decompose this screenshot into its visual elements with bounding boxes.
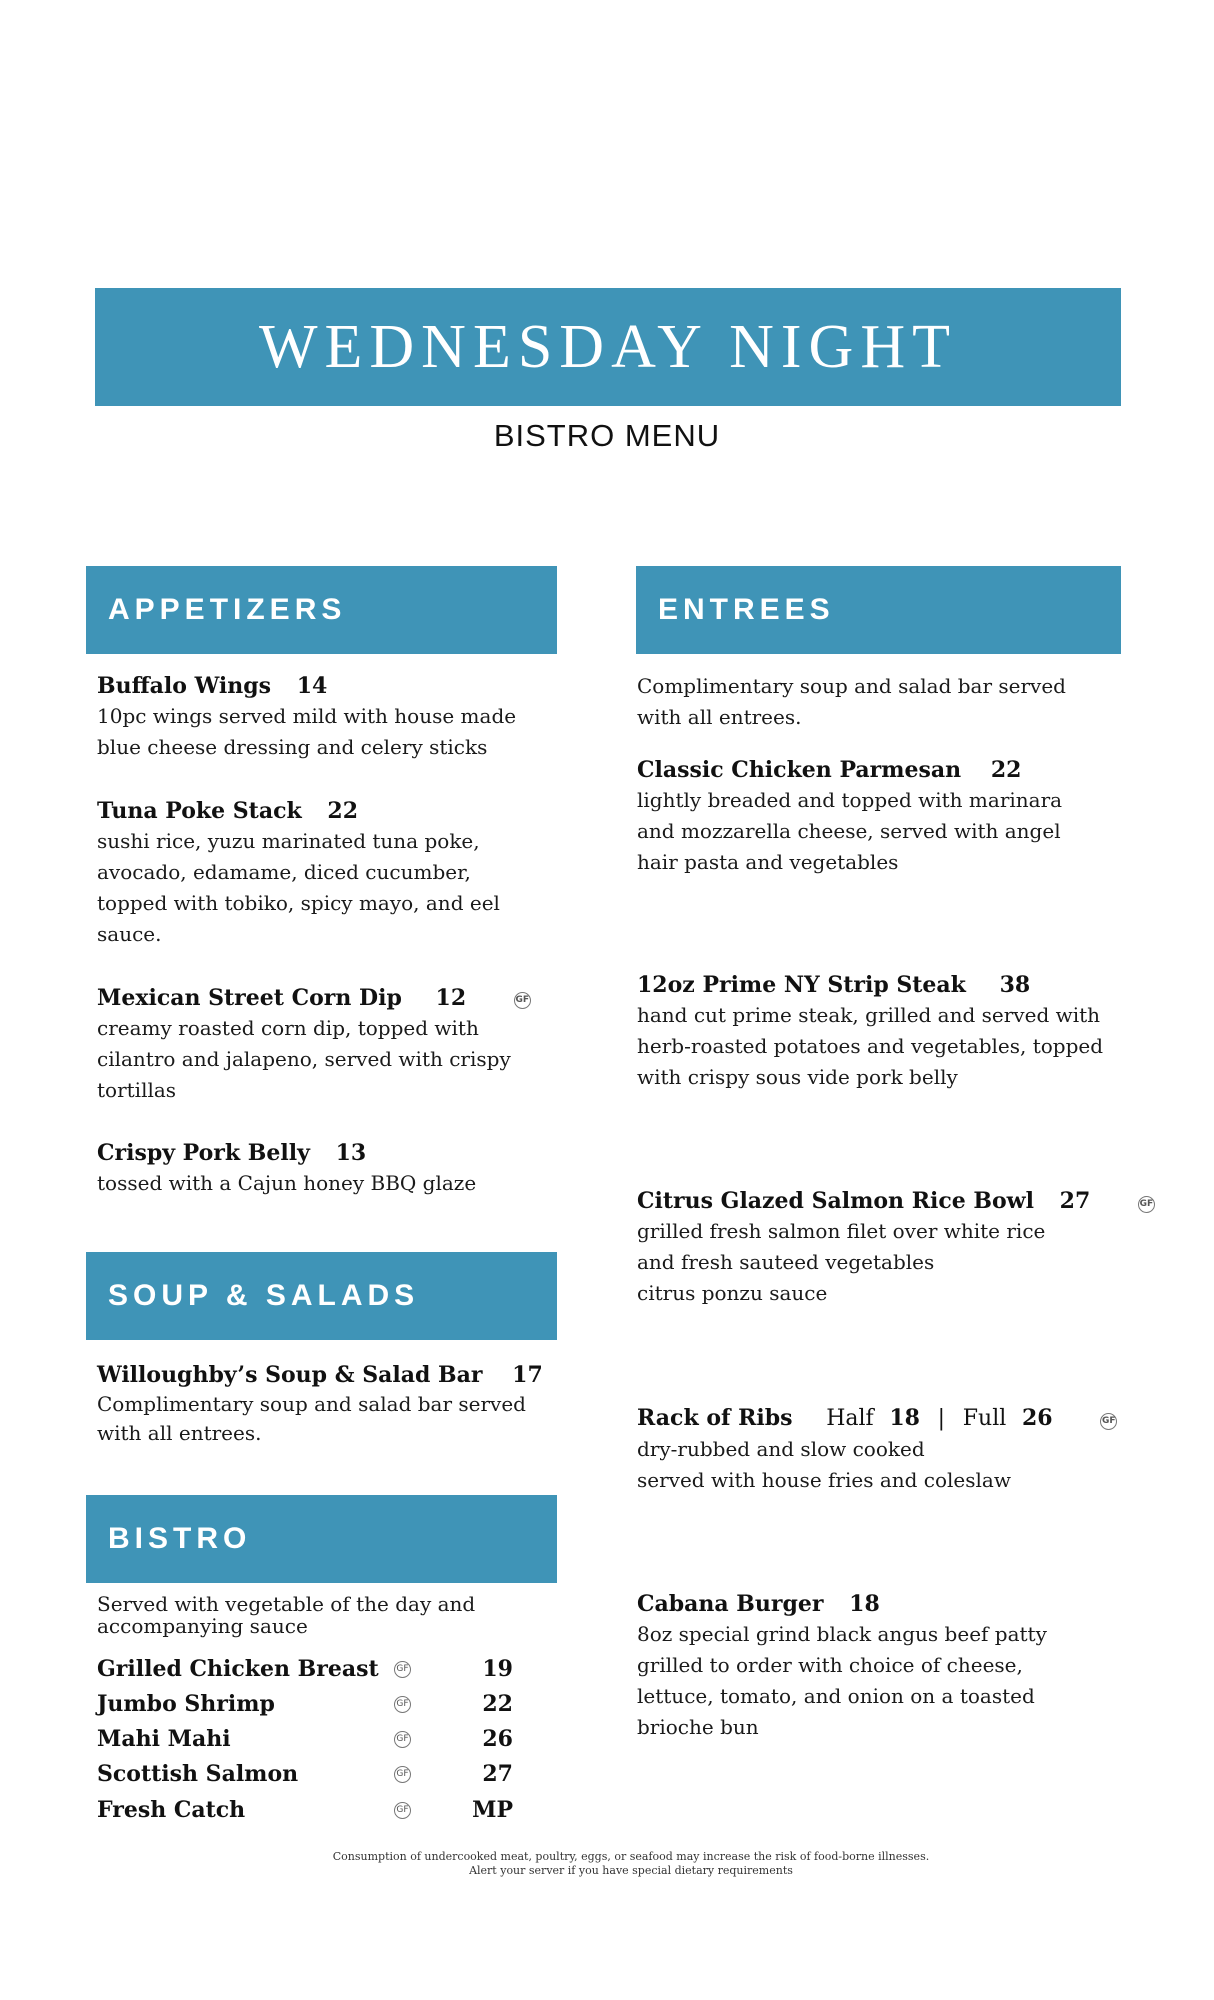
item-price: 27 — [482, 1761, 513, 1787]
item-name: Mexican Street Corn Dip — [97, 985, 402, 1011]
item-description: hand cut prime steak, grilled and served with herb-roasted potatoes and vegetables, topped with crispy sous vide pork belly — [637, 1003, 1104, 1089]
item-name: Fresh Catch — [97, 1797, 246, 1823]
gf-badge-icon: GF — [394, 1802, 411, 1819]
item-price: 14 — [296, 673, 328, 699]
menu-item — [637, 755, 1097, 878]
item-title-row — [637, 1403, 1117, 1434]
item-description: sushi rice, yuzu marinated tuna poke, avocado, edamame, diced cucumber, topped with tobiko, spicy mayo, and eel sauce. — [97, 829, 500, 946]
item-description: lightly breaded and topped with marinara and mozzarella cheese, served with angel hair pasta and vegetables — [637, 788, 1063, 874]
title-banner — [95, 288, 1121, 406]
menu-item — [97, 1138, 537, 1199]
item-price: 22 — [990, 757, 1022, 783]
item-name: Classic Chicken Parmesan — [637, 757, 962, 783]
item-price: 19 — [482, 1656, 513, 1682]
item-title-row — [637, 1186, 1154, 1216]
section-heading: APPETIZERS — [108, 593, 347, 626]
item-description-line: citrus ponzu sauce — [637, 1281, 828, 1305]
page-title: WEDNESDAY NIGHT — [259, 312, 957, 381]
item-name: Crispy Pork Belly — [97, 1140, 310, 1166]
item-description: 10pc wings served mild with house made blue cheese dressing and celery sticks — [97, 704, 517, 759]
item-name: Willoughby’s Soup & Salad Bar — [97, 1362, 483, 1388]
item-description-line: grilled fresh salmon filet over white rice — [637, 1219, 1046, 1243]
gf-badge-icon: GF — [1138, 1196, 1155, 1213]
menu-item — [637, 1186, 1154, 1309]
item-title-row — [97, 796, 517, 826]
footer-disclaimer: Consumption of undercooked meat, poultry, eggs, or seafood may increase the risk of food-borne illnesses. — [332, 1850, 930, 1863]
item-title-row — [637, 970, 1107, 1000]
item-description: creamy roasted corn dip, topped with cilantro and jalapeno, served with crispy tortillas — [97, 1016, 511, 1102]
gf-badge-icon: GF — [394, 1766, 411, 1783]
item-description-line: dry-rubbed and slow cooked — [637, 1437, 925, 1461]
bistro-intro: Served with vegetable of the day and accompanying sauce — [97, 1592, 476, 1638]
menu-item — [97, 671, 537, 763]
list-item — [97, 1759, 517, 1793]
item-description: tossed with a Cajun honey BBQ glaze — [97, 1171, 477, 1195]
price-separator: | — [937, 1406, 946, 1431]
item-name: 12oz Prime NY Strip Steak — [637, 972, 966, 998]
item-title-row — [97, 983, 530, 1013]
item-price: 18 — [849, 1591, 880, 1617]
menu-item — [97, 796, 517, 950]
item-price: 26 — [482, 1726, 513, 1752]
gf-badge-icon: GF — [394, 1661, 411, 1678]
item-name: Cabana Burger — [637, 1591, 824, 1617]
item-name: Grilled Chicken Breast — [97, 1656, 379, 1682]
item-description-line: and fresh sauteed vegetables — [637, 1250, 935, 1274]
item-title-row — [637, 755, 1097, 785]
menu-item — [637, 1589, 1077, 1743]
appetizers-banner — [86, 566, 557, 654]
menu-item — [97, 1360, 543, 1448]
menu-item — [97, 983, 530, 1106]
item-name: Citrus Glazed Salmon Rice Bowl — [637, 1188, 1034, 1214]
footer-note: Alert your server if you have special dietary requirements — [469, 1864, 793, 1877]
item-price: 22 — [327, 798, 359, 824]
list-item — [97, 1795, 517, 1829]
item-name: Rack of Ribs — [637, 1405, 793, 1431]
entrees-banner — [636, 566, 1121, 654]
list-item — [97, 1689, 517, 1723]
item-title-row — [97, 1138, 537, 1168]
item-name: Tuna Poke Stack — [97, 798, 302, 824]
bistro-banner — [86, 1495, 557, 1583]
item-description: Complimentary soup and salad bar served with all entrees. — [97, 1392, 526, 1445]
item-price: 22 — [482, 1691, 513, 1717]
item-price: 12 — [435, 985, 467, 1011]
gf-badge-icon: GF — [394, 1696, 411, 1713]
list-item — [97, 1654, 517, 1688]
item-price: 27 — [1059, 1188, 1091, 1214]
gf-badge-icon: GF — [514, 992, 531, 1009]
item-title-row — [97, 671, 537, 701]
menu-item — [637, 970, 1107, 1093]
item-price: MP — [472, 1797, 513, 1823]
entrees-intro: Complimentary soup and salad bar served with all entrees. — [637, 674, 1066, 729]
item-price: 17 — [512, 1362, 543, 1388]
half-label: Half — [826, 1406, 874, 1431]
soup-salads-banner — [86, 1252, 557, 1340]
gf-badge-icon: GF — [394, 1731, 411, 1748]
gf-badge-icon: GF — [1100, 1413, 1117, 1430]
item-title-row — [97, 1360, 543, 1390]
item-price: 38 — [999, 972, 1031, 998]
item-name: Mahi Mahi — [97, 1726, 231, 1752]
section-heading: BISTRO — [108, 1522, 252, 1555]
section-heading: ENTREES — [658, 593, 835, 626]
item-price: 13 — [335, 1140, 367, 1166]
item-title-row — [637, 1589, 1077, 1619]
list-item — [97, 1724, 517, 1758]
item-name: Buffalo Wings — [97, 673, 272, 699]
menu-item — [637, 1403, 1117, 1496]
half-price: 18 — [889, 1405, 920, 1431]
item-description: 8oz special grind black angus beef patty grilled to order with choice of cheese, lettuce, tomato, and onion on a toasted brioche bun — [637, 1622, 1047, 1739]
item-description-line: served with house fries and coleslaw — [637, 1468, 1011, 1492]
item-name: Jumbo Shrimp — [97, 1691, 275, 1717]
full-label: Full — [962, 1406, 1007, 1431]
full-price: 26 — [1021, 1405, 1053, 1431]
item-name: Scottish Salmon — [97, 1761, 299, 1787]
page-subtitle: BISTRO MENU — [493, 418, 721, 453]
section-heading: SOUP & SALADS — [108, 1279, 420, 1312]
